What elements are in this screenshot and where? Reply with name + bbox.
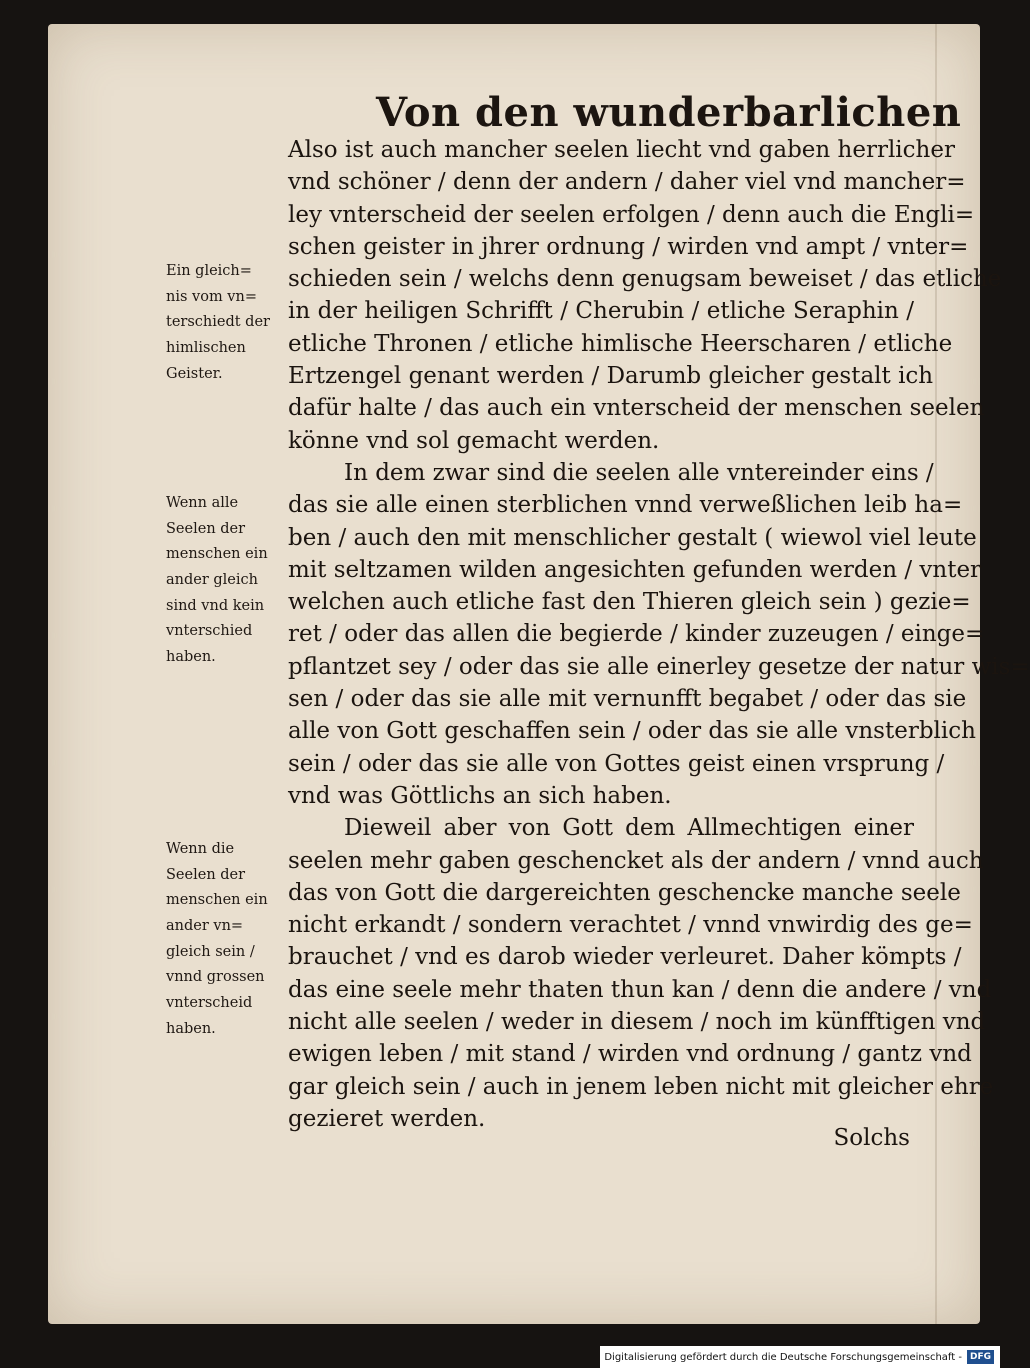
text-line: Ertzengel genant werden / Darumb gleicher gestalt ich	[288, 363, 934, 390]
margin-note-line: ander vn=	[166, 918, 244, 935]
margin-note-line: menschen ein	[166, 892, 268, 909]
text-line: gezieret werden.	[288, 1105, 486, 1132]
text-line: sen / oder das sie alle mit vernunfft begabet / oder das sie	[288, 686, 967, 713]
margin-note-line: vnterscheid	[166, 995, 253, 1012]
text-line: sein / oder das sie alle von Gottes geist einen vrsprung /	[288, 750, 945, 777]
text-line: etliche Thronen / etliche himlische Heerscharen / etliche	[288, 330, 953, 357]
text-line: schen geister in jhrer ordnung / wirden vnd ampt / vnter=	[288, 233, 969, 260]
text-line: ben / auch den mit menschlicher gestalt ( wiewol viel leute	[288, 524, 977, 551]
text-line: alle von Gott geschaffen sein / oder das sie alle vnsterblich	[288, 718, 976, 745]
margin-note-line: Ein gleich=	[166, 263, 252, 279]
text-line: Also ist auch mancher seelen liecht vnd gaben herrlicher	[288, 137, 955, 163]
text-line: das von Gott die dargereichten geschencke manche seele	[288, 879, 961, 906]
margin-note-line: Geister.	[166, 365, 223, 382]
text-line: vnd was Göttlichs an sich haben.	[288, 782, 672, 809]
text-line: vnd schöner / denn der andern / daher viel vnd mancher=	[288, 169, 966, 196]
text-line: ley vnterscheid der seelen erfolgen / denn auch die Engli=	[288, 201, 975, 228]
margin-note-line: Wenn alle	[166, 495, 239, 511]
text-line: brauchet / vnd es darob wieder verleuret. Daher kömpts /	[288, 944, 962, 971]
text-line: ret / oder das allen die begierde / kinder zuzeugen / einge=	[288, 621, 985, 648]
margin-note-line: Seelen der	[166, 866, 246, 883]
scanned-page	[48, 24, 1030, 1324]
margin-note-line: himlischen	[166, 340, 246, 357]
footer-credit-bar	[600, 1346, 1000, 1368]
margin-note-line: haben.	[166, 649, 216, 666]
margin-note-line: sind vnd kein	[166, 597, 265, 614]
text-line: In dem zwar sind die seelen alle vntereinder eins /	[344, 459, 934, 486]
text-line: das sie alle einen sterblichen vnnd verweßlichen leib ha=	[288, 492, 963, 519]
margin-note-line: nis vom vn=	[166, 288, 257, 305]
text-line: könne vnd sol gemacht werden.	[288, 427, 660, 454]
margin-note-line: Wenn die	[166, 841, 235, 857]
dfg-logo-icon: DFG	[967, 1350, 994, 1364]
catchword: Solchs	[833, 1125, 910, 1151]
margin-note-line: gleich sein /	[166, 943, 255, 960]
margin-note-line: terschiedt der	[166, 314, 270, 331]
text-line: pflantzet sey / oder das sie alle einerley gesetze der natur wis=	[288, 653, 1030, 680]
text-line: mit seltzamen wilden angesichten gefunden werden / vnter	[288, 556, 982, 583]
margin-note-line: vnnd grossen	[166, 969, 265, 986]
text-line: seelen mehr gaben geschencket als der andern / vnnd auch	[288, 847, 984, 874]
margin-note	[166, 259, 288, 387]
text-line: das eine seele mehr thaten thun kan / denn die andere / vnd	[288, 976, 992, 1003]
text-line: nicht erkandt / sondern verachtet / vnnd vnwirdig des ge=	[288, 912, 973, 939]
text-line: in der heiligen Schrifft / Cherubin / etliche Seraphin /	[288, 298, 914, 325]
margin-note-line: ander gleich	[166, 572, 258, 589]
margin-note	[166, 491, 288, 671]
body-text	[288, 134, 1030, 1135]
text-line: Dieweil aber von Gott dem Allmechtigen einer	[344, 815, 914, 842]
margin-note-line: vnterschied	[166, 623, 253, 640]
text-line: welchen auch etliche fast den Thieren gleich sein ) gezie=	[288, 589, 971, 616]
footer-credit: Digitalisierung gefördert durch die Deutsche Forschungsgemeinschaft -	[604, 1351, 962, 1363]
margin-note-line: menschen ein	[166, 546, 268, 563]
margin-note-line: haben.	[166, 1020, 216, 1037]
text-line: nicht alle seelen / weder in diesem / noch im künfftigen vnd	[288, 1009, 986, 1036]
running-title: Von den wunderbarlichen	[376, 89, 962, 136]
margin-note-line: Seelen der	[166, 520, 246, 537]
text-line: dafür halte / das auch ein vnterscheid der menschen seelen	[288, 395, 985, 422]
text-line: gar gleich sein / auch in jenem leben nicht mit gleicher ehre	[288, 1073, 994, 1100]
text-line: schieden sein / welchs denn genugsam beweiset / das etliche	[288, 266, 1002, 293]
text-line: ewigen leben / mit stand / wirden vnd ordnung / gantz vnd	[288, 1041, 972, 1068]
margin-note	[166, 837, 288, 1043]
